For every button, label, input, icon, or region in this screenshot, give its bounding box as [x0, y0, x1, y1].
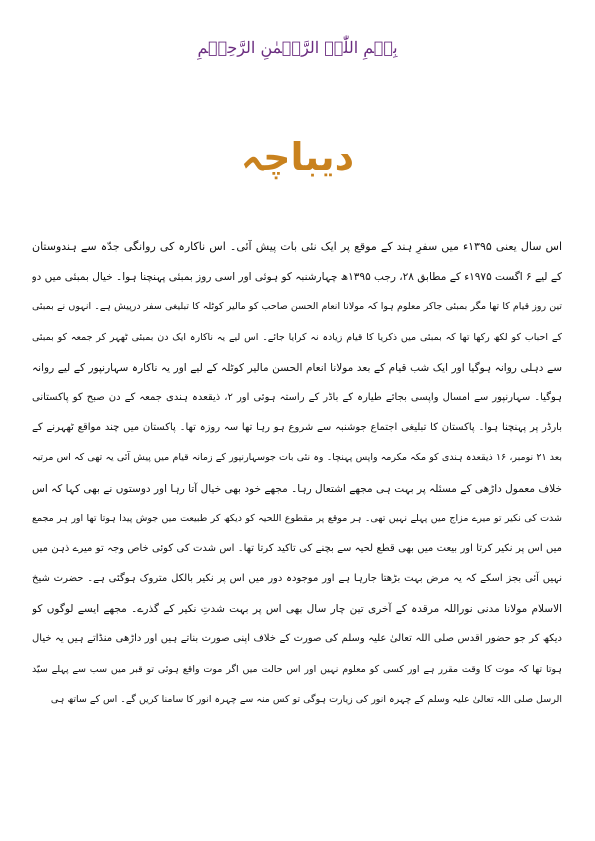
text-line: ہوتا تھا کہ موت کا وقت مقرر ہے اور کسی کو معلوم نہیں اور اس حالت میں اگر موت واقع ہوئی تو قبر میں سب سے پہلے سیّد	[32, 663, 562, 675]
text-line: دیکھ کر جو حضور اقدس صلی اللہ تعالیٰ علیہ وسلم کی صورت کے خلاف اپنی صورت بناتے ہیں اور داڑھی منڈاتے ہیں یہ خیال	[32, 633, 562, 645]
text-line: شدت کی نکیر تو میرے مزاج میں پہلے نہیں تھی۔ ہر موقع پر مقطوع اللحیہ کو دیکھ کر طبیعت میں جوش پیدا ہوتا تھا اور ہر مجمع	[32, 512, 562, 524]
preface-body	[32, 232, 562, 715]
text-line: میں اس پر نکیر کرتا اور بیعت میں بھی قطع لحیہ سے بچنے کی تاکید کرتا تھا۔ اس شدت کی کوئی خاص وجہ تو میرے ذہن میں	[32, 542, 562, 554]
page-title: دیباچہ	[240, 135, 355, 179]
text-line: ہوگیا۔ سہارنپور سے امسال واپسی بجائے طیارہ کے باڈر کے راستہ ہوئی اور ۲، ذیقعدہ ہندی جمعہ کے دن صبح کو پاکستانی	[32, 391, 562, 403]
text-line: سے دہلی روانہ ہوگیا اور ایک شب قیام کے بعد مولانا انعام الحسن مالیر کوٹلہ کے لیے اور یہ ناکارہ سہارنپور کے لیے روانہ	[32, 361, 562, 374]
text-line: تین روز قیام کا تھا مگر بمبئی جاکر معلوم ہوا کہ مولانا انعام الحسن صاحب کو مالیر کوٹلہ کا تبلیغی سفر درپیش ہے۔ انہوں نے بمبئی	[32, 301, 562, 313]
text-line: بارڈر پر پہنچنا ہوا۔ پاکستان کا تبلیغی اجتماع جوشنبہ سے شروع ہو رہا تھا سہ روزہ تھا۔ پاکستان میں چند مواقع ٹھہرنے کے	[32, 422, 562, 434]
basmala-heading: بِسۡمِ اللّٰہِ الرَّحۡمٰنِ الرَّحِیۡمِ	[197, 38, 398, 57]
text-line: کے احباب کو لکھ رکھا تھا کہ بمبئی میں ذکریا کا قیام زیادہ نہ کرایا جائے۔ اس لیے یہ ناکارہ ایک دن بمبئی ٹھہر کر جمعہ کو بمبئی	[32, 331, 562, 343]
text-line: نہیں آئی بجز اسکے کہ یہ مرض بہت بڑھتا جارہا ہے اور موجودہ دور میں اس پر نکیر بالکل متروک ہوگئی ہے۔ حضرت شیخ	[32, 573, 562, 585]
text-line: کے لیے ۶ اگست ۱۹۷۵ء کے مطابق ۲۸، رجب ۱۳۹۵ھ چہارشنبہ کو ہوئی اور اسی روز بمبئی پہنچنا ہوا۔ خیال بمبئی میں دو	[32, 271, 562, 284]
text-line: بعد ۲۱ نومبر، ۱۶ ذیقعدہ ہندی کو مکہ مکرمہ واپس پہنچا۔ وہ نئی بات جوسہارنپور کے زمانہ قیام میں پیش آئی یہ تھی کہ اس مرتبہ	[32, 452, 562, 464]
text-line: الرسل صلی اللہ تعالیٰ علیہ وسلم کے چہرہ انور کی زیارت ہوگی تو کس منہ سے چہرہ انور کا سامنا کریں گے۔ اس کے ساتھ ہی	[50, 693, 562, 705]
text-line: اس سال یعنی ۱۳۹۵ء میں سفرِ ہند کے موقع پر ایک نئی بات پیش آئی۔ اس ناکارہ کی روانگی جدّہ سے ہندوستان	[32, 240, 562, 253]
text-line: خلاف معمول داڑھی کے مسئلہ پر بہت ہی مجھے اشتعال رہا۔ مجھے خود بھی خیال آتا رہا اور دوستوں نے بھی کہا کہ اس	[32, 482, 562, 495]
text-line: الاسلام مولانا مدنی نوراللہ مرقدہ کے آخری تین چار سال بھی اس پر بہت شدتِ نکیر کے گذرے۔ مجھے ایسے لوگوں کو	[32, 603, 562, 616]
